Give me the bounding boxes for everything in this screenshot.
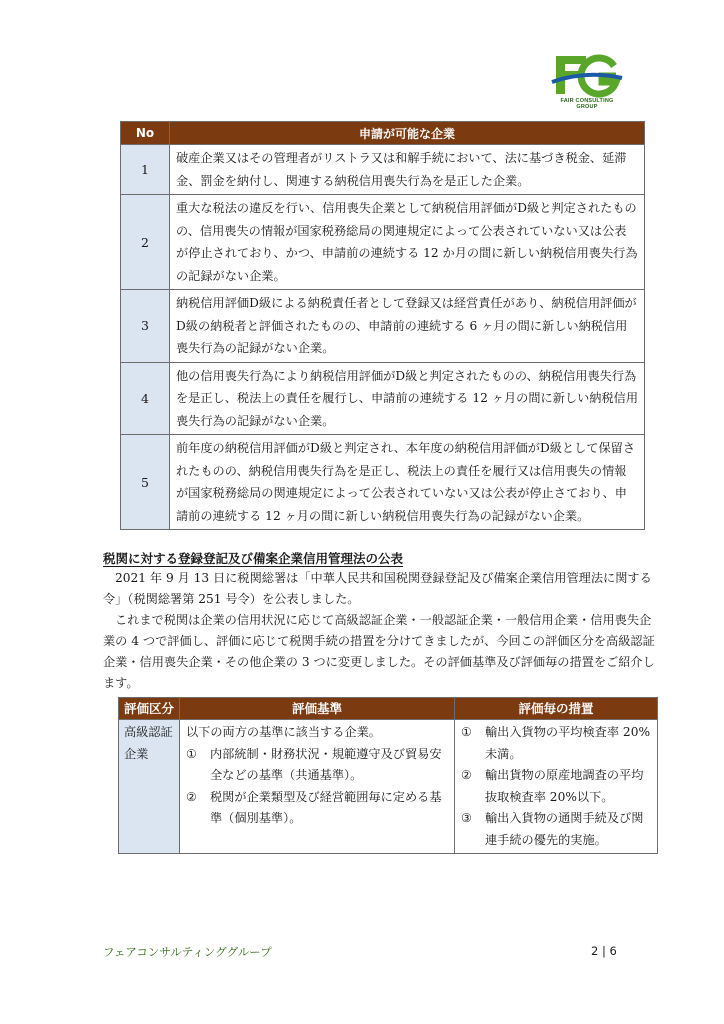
table-row — [121, 145, 645, 195]
section-body — [103, 568, 663, 694]
fg-logo-mark — [550, 52, 624, 98]
row-number: 1 — [121, 145, 170, 195]
item-text: 輸出入貨物の平均検査率 20%未満。 — [485, 725, 651, 761]
row-text: 重大な税法の違反を行い、信用喪失企業として納税信用評価がD級と判定されたものの、信用喪失の情報が国家税務総局の関連規定によって公表されていない又は公表が停止されており、かつ、申請前の連続する 12 か月の間に新しい納税信用喪失行為の記録がない企業。 — [170, 195, 645, 290]
page-number: 2 | 6 — [591, 944, 617, 958]
header-criteria: 評価基準 — [180, 698, 455, 720]
header-category: 評価区分 — [119, 698, 180, 720]
item-text: 輸出入貨物の通関手続及び関連手続の優先的実施。 — [485, 811, 644, 847]
item-text: 内部統制・財務状況・規範遵守及び貿易安全などの基準（共通基準）。 — [210, 746, 442, 782]
row-text: 破産企業又はその管理者がリストラ又は和解手続において、法に基づき税金、延滞金、罰金を納付し、関連する納税信用喪失行為を是正した企業。 — [170, 145, 645, 195]
company-logo — [550, 52, 624, 110]
header-measures: 評価毎の措置 — [455, 698, 658, 720]
table-row — [121, 362, 645, 435]
item-marker: ① — [186, 746, 197, 761]
criteria-cell — [180, 720, 455, 854]
table-row — [121, 435, 645, 530]
item-text: 税関が企業類型及び経営範囲毎に定める基準（個別基準）。 — [210, 789, 442, 825]
table-header-row — [121, 122, 645, 145]
row-text: 他の信用喪失行為により納税信用評価がD級と判定されたものの、納税信用喪失行為を是正し、税法上の責任を履行し、申請前の連続する 12 ヶ月の間に新しい納税信用喪失行為の記録がない企業。 — [170, 362, 645, 435]
measures-cell — [455, 720, 658, 854]
customs-rating-table — [118, 697, 658, 854]
item-marker: ③ — [461, 811, 472, 825]
table-row — [121, 290, 645, 363]
criteria-item — [186, 787, 448, 830]
row-number: 3 — [121, 290, 170, 363]
footer-company: フェアコンサルティンググループ — [103, 945, 272, 959]
row-text: 前年度の納税信用評価がD級と判定され、本年度の納税信用評価がD級として保留されたものの、納税信用喪失行為を是正し、税法上の責任を履行又は信用喪失の情報が国家税務総局の関連規定によって公表されていない又は公表が停止さており、申請前の連続する 12 ヶ月の間に新しい納税信用喪失行為の記録がない企業。 — [170, 435, 645, 530]
paragraph: これまで税関は企業の信用状況に応じて高級認証企業・一般認証企業・一般信用企業・信用喪失企業の 4 つで評価し、評価に応じて税関手続の措置を分けてきましたが、今回この評価区分を高級認証企業・信用喪失企業・その他企業の 3 つに変更しました。その評価基準及び評価毎の措置をご紹介します。 — [103, 613, 655, 690]
row-number: 5 — [121, 435, 170, 530]
measure-item — [461, 808, 651, 851]
header-no: No — [121, 122, 170, 145]
logo-subtitle: FAIR CONSULTING GROUP — [560, 98, 614, 110]
table-row — [121, 195, 645, 290]
eligible-companies-table — [120, 121, 645, 530]
header-content: 申請が可能な企業 — [170, 122, 645, 145]
item-marker: ② — [461, 768, 472, 782]
item-text: 輸出貨物の原産地調査の平均抜取検査率 20%以下。 — [485, 768, 644, 804]
measure-item — [461, 722, 651, 765]
row-number: 4 — [121, 362, 170, 435]
row-text: 納税信用評価D級による納税責任者として登録又は経営責任があり、納税信用評価がD級の納税者と評価されたものの、申請前の連続する 6 ヶ月の間に新しい納税信用喪失行為の記録がない企業。 — [170, 290, 645, 363]
criteria-intro: 以下の両方の基準に該当する企業。 — [186, 725, 381, 739]
criteria-item — [186, 744, 448, 787]
category-cell: 高級認証企業 — [119, 720, 180, 854]
measure-item — [461, 765, 651, 808]
item-marker: ② — [186, 789, 197, 804]
paragraph: 2021 年 9 月 13 日に税関総署は「中華人民共和国税関登録登記及び備案企業信用管理法に関する令」（税関総署第 251 号令）を公表しました。 — [103, 571, 652, 606]
row-number: 2 — [121, 195, 170, 290]
table-row — [119, 720, 658, 854]
section-title: 税関に対する登録登記及び備案企業信用管理法の公表 — [103, 551, 404, 566]
table-header-row — [119, 698, 658, 720]
item-marker: ① — [461, 725, 472, 739]
